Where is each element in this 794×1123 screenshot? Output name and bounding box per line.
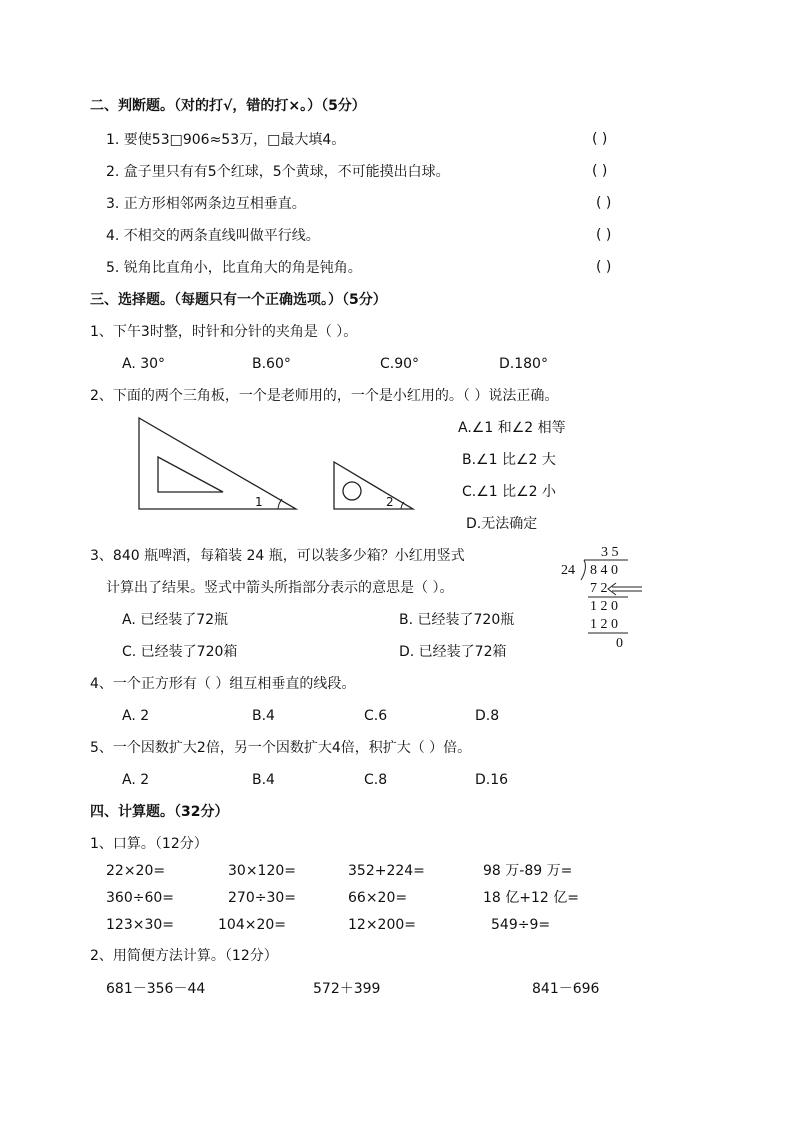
oral-calc-item: 98 万-89 万= bbox=[483, 863, 573, 879]
angle-2-label: 2 bbox=[386, 495, 394, 509]
choice-q4-option-a[interactable]: A. 2 bbox=[122, 708, 150, 724]
choice-q3-stem-line1: 3、840 瓶啤酒，每箱装 24 瓶，可以装多少箱？小红用竖式 bbox=[90, 548, 465, 564]
choice-q3-option-a[interactable]: A. 已经装了72瓶 bbox=[122, 612, 229, 628]
angle-1-arc bbox=[278, 499, 282, 509]
choice-q5-option-d[interactable]: D.16 bbox=[475, 772, 509, 788]
judge-item-1: 1. 要使53□906≈53万，□最大填4。 bbox=[106, 132, 346, 148]
choice-q4-option-d[interactable]: D.8 bbox=[475, 708, 500, 724]
oral-calc-item: 549÷9= bbox=[491, 917, 551, 933]
choice-q1-option-a[interactable]: A. 30° bbox=[122, 356, 166, 372]
oral-calc-item: 104×20= bbox=[218, 917, 286, 933]
division-divisor: 24 bbox=[561, 563, 575, 578]
choice-q3-option-d[interactable]: D. 已经装了72箱 bbox=[399, 644, 507, 660]
oral-calc-item: 270÷30= bbox=[228, 890, 296, 906]
choice-q4-option-b[interactable]: B.4 bbox=[252, 708, 275, 724]
choice-q4-option-c[interactable]: C.6 bbox=[364, 708, 388, 724]
oral-calc-item: 66×20= bbox=[348, 890, 408, 906]
division-quotient: 3 5 bbox=[601, 545, 619, 560]
choice-q2-option-b[interactable]: B.∠1 比∠2 大 bbox=[462, 452, 556, 468]
division-bracket-lines bbox=[578, 556, 658, 656]
angle-1-label: 1 bbox=[255, 495, 263, 509]
judge-item-3: 3. 正方形相邻两条边互相垂直。 bbox=[106, 196, 306, 212]
judge-answer-4[interactable]: ( ) bbox=[596, 227, 612, 243]
student-triangle-hole bbox=[343, 482, 361, 500]
choice-q5-option-c[interactable]: C.8 bbox=[364, 772, 388, 788]
judge-answer-5[interactable]: ( ) bbox=[596, 259, 612, 275]
section-4-heading: 四、计算题。（32分） bbox=[90, 804, 229, 820]
simple-calc-title: 2、用简便方法计算。（12分） bbox=[90, 948, 278, 964]
section-3-heading: 三、选择题。（每题只有一个正确选项。）（5分） bbox=[90, 292, 387, 308]
oral-calc-title: 1、口算。（12分） bbox=[90, 836, 208, 852]
oral-calc-item: 12×200= bbox=[348, 917, 416, 933]
choice-q1-option-d[interactable]: D.180° bbox=[499, 356, 548, 372]
choice-q5-option-b[interactable]: B.4 bbox=[252, 772, 275, 788]
oral-calc-item: 360÷60= bbox=[106, 890, 174, 906]
teacher-triangle-inner bbox=[158, 457, 223, 492]
simple-calc-item-1: 681－356－44 bbox=[106, 981, 206, 997]
choice-q4-stem: 4、一个正方形有（ ）组互相垂直的线段。 bbox=[90, 676, 356, 692]
teacher-triangle-outline bbox=[139, 418, 296, 509]
choice-q3-option-c[interactable]: C. 已经装了720箱 bbox=[122, 644, 238, 660]
judge-item-5: 5. 锐角比直角小，比直角大的角是钝角。 bbox=[106, 260, 362, 276]
oral-calc-item: 22×20= bbox=[106, 863, 166, 879]
section-2-heading: 二、判断题。（对的打√，错的打×。）（5分） bbox=[90, 98, 366, 114]
oral-calc-item: 352+224= bbox=[348, 863, 425, 879]
simple-calc-item-3: 841－696 bbox=[532, 981, 600, 997]
teacher-triangle-ruler bbox=[138, 417, 308, 517]
judge-answer-2[interactable]: ( ) bbox=[592, 163, 608, 179]
choice-q2-option-d[interactable]: D.无法确定 bbox=[466, 516, 538, 532]
division-dividend: 8 4 0 bbox=[590, 563, 618, 578]
student-triangle-outline bbox=[334, 462, 413, 509]
division-remainder1: 1 2 0 bbox=[590, 599, 618, 614]
student-triangle-ruler bbox=[333, 461, 423, 521]
division-step2: 1 2 0 bbox=[590, 617, 618, 632]
choice-q5-stem: 5、一个因数扩大2倍，另一个因数扩大4倍，积扩大（ ）倍。 bbox=[90, 740, 472, 756]
choice-q2-stem: 2、下面的两个三角板，一个是老师用的，一个是小红用的。（ ）说法正确。 bbox=[90, 388, 559, 404]
choice-q2-option-a[interactable]: A.∠1 和∠2 相等 bbox=[458, 420, 566, 436]
simple-calc-item-2: 572＋399 bbox=[313, 981, 381, 997]
arrow-left-icon bbox=[606, 583, 646, 597]
choice-q1-stem: 1、下午3时整，时针和分针的夹角是（ ）。 bbox=[90, 324, 358, 340]
choice-q1-option-b[interactable]: B.60° bbox=[252, 356, 291, 372]
division-step1: 7 2 bbox=[590, 581, 608, 596]
choice-q2-option-c[interactable]: C.∠1 比∠2 小 bbox=[462, 484, 557, 500]
judge-answer-1[interactable]: ( ) bbox=[592, 131, 608, 147]
judge-item-4: 4. 不相交的两条直线叫做平行线。 bbox=[106, 228, 320, 244]
oral-calc-item: 18 亿+12 亿= bbox=[483, 890, 579, 906]
division-final: 0 bbox=[616, 636, 623, 651]
oral-calc-item: 30×120= bbox=[228, 863, 296, 879]
judge-item-2: 2. 盒子里只有有5个红球，5个黄球，不可能摸出白球。 bbox=[106, 164, 450, 180]
judge-answer-3[interactable]: ( ) bbox=[596, 195, 612, 211]
choice-q1-option-c[interactable]: C.90° bbox=[380, 356, 420, 372]
choice-q3-option-b[interactable]: B. 已经装了720瓶 bbox=[399, 612, 515, 628]
choice-q5-option-a[interactable]: A. 2 bbox=[122, 772, 150, 788]
choice-q3-stem-line2: 计算出了结果。竖式中箭头所指部分表示的意思是（ ）。 bbox=[106, 580, 454, 596]
oral-calc-item: 123×30= bbox=[106, 917, 174, 933]
